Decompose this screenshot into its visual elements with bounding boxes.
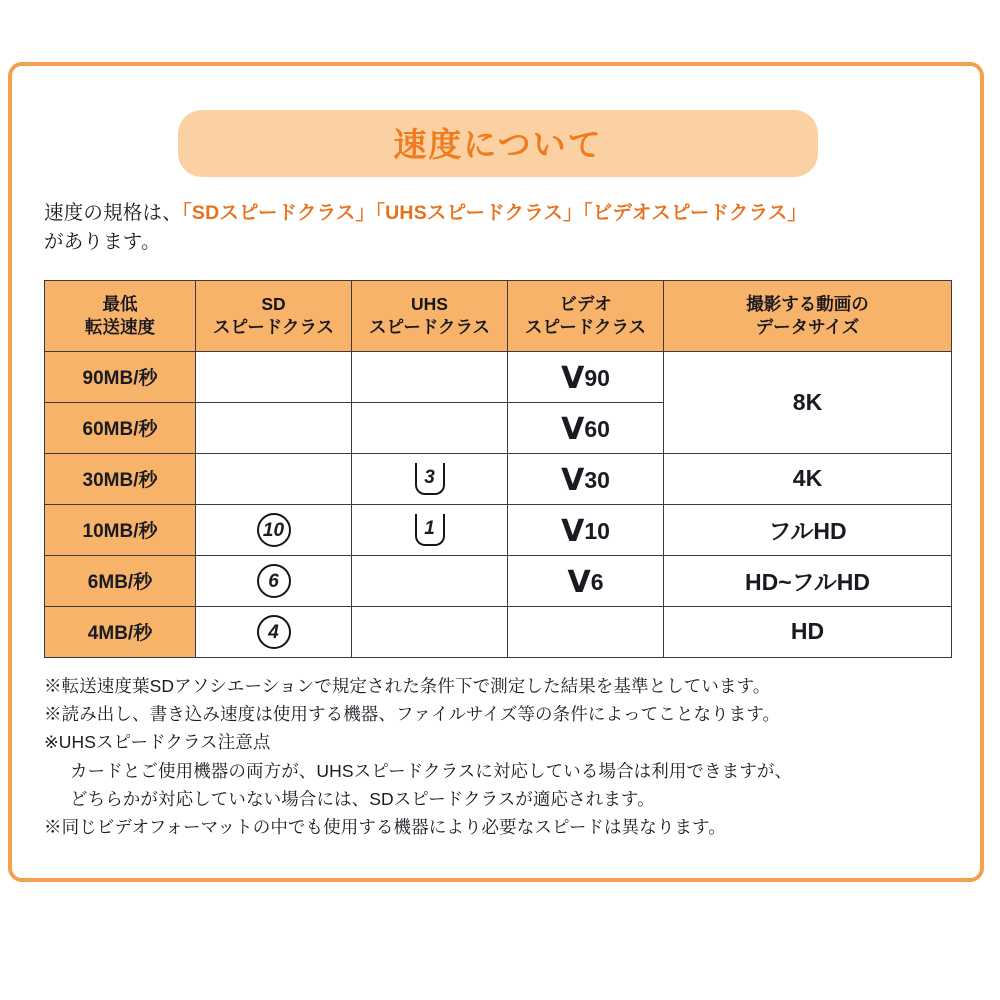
col-header-sd-class-l2: スピードクラス bbox=[213, 316, 334, 337]
col-header-video-class-l1: ビデオ bbox=[559, 293, 612, 314]
video-speed-icon: V90 bbox=[561, 361, 610, 396]
cell-data-size: フルHD bbox=[664, 504, 952, 555]
footnote-3-line-2: どちらかが対応していない場合には、SDスピードクラスが適応されます。 bbox=[70, 788, 655, 809]
cell-data-size: 4K bbox=[664, 453, 952, 504]
page-title bbox=[178, 110, 818, 177]
table-row bbox=[45, 453, 952, 504]
col-header-uhs-class bbox=[352, 280, 508, 351]
cell-video-class bbox=[508, 402, 664, 453]
cell-data-size: HD~フルHD bbox=[664, 555, 952, 606]
cell-sd-class bbox=[196, 351, 352, 402]
uhs-class-icon: 1 bbox=[415, 514, 445, 546]
video-speed-icon: V6 bbox=[567, 565, 604, 600]
cell-uhs-class bbox=[352, 555, 508, 606]
cell-data-size: 8K bbox=[664, 351, 952, 453]
table-row bbox=[45, 606, 952, 657]
cell-uhs-class bbox=[352, 402, 508, 453]
cell-min-speed: 6MB/秒 bbox=[45, 555, 196, 606]
footnotes bbox=[44, 672, 952, 842]
footnote-2: ※読み出し、書き込み速度は使用する機器、ファイルサイズ等の条件によってことなります。 bbox=[44, 703, 781, 724]
lead-emphasis-uhs: 「UHSスピードクラス」 bbox=[375, 202, 583, 224]
sd-class-icon: 4 bbox=[257, 615, 291, 649]
col-header-sd-class bbox=[196, 280, 352, 351]
cell-video-class bbox=[508, 504, 664, 555]
cell-min-speed: 4MB/秒 bbox=[45, 606, 196, 657]
cell-sd-class bbox=[196, 402, 352, 453]
cell-video-class bbox=[508, 555, 664, 606]
table-body bbox=[45, 351, 952, 657]
video-speed-icon: V10 bbox=[561, 514, 610, 549]
lead-text-pre: 速度の規格は、 bbox=[44, 202, 182, 224]
lead-text-post: があります。 bbox=[44, 231, 161, 254]
cell-uhs-class bbox=[352, 606, 508, 657]
cell-uhs-class bbox=[352, 504, 508, 555]
content-inner bbox=[44, 110, 952, 842]
video-speed-icon: V30 bbox=[561, 463, 610, 498]
col-header-min-speed bbox=[45, 280, 196, 351]
cell-sd-class bbox=[196, 504, 352, 555]
col-header-video-class bbox=[508, 280, 664, 351]
cell-data-size: HD bbox=[664, 606, 952, 657]
col-header-video-class-l2: スピードクラス bbox=[525, 316, 646, 337]
lead-emphasis-video: 「ビデオスピードクラス」 bbox=[582, 202, 808, 224]
lead-emphasis-sd: 「SDスピードクラス」 bbox=[181, 202, 376, 224]
col-header-sd-class-l1: SD bbox=[261, 293, 286, 314]
table-header bbox=[45, 280, 952, 351]
cell-min-speed: 60MB/秒 bbox=[45, 402, 196, 453]
uhs-class-icon: 3 bbox=[415, 463, 445, 495]
col-header-uhs-class-l2: スピードクラス bbox=[369, 316, 490, 337]
col-header-uhs-class-l1: UHS bbox=[411, 293, 448, 314]
table-row bbox=[45, 555, 952, 606]
cell-min-speed: 10MB/秒 bbox=[45, 504, 196, 555]
cell-min-speed: 90MB/秒 bbox=[45, 351, 196, 402]
col-header-data-size-l2: データサイズ bbox=[755, 316, 860, 337]
video-speed-icon: V60 bbox=[561, 412, 610, 447]
table-header-row bbox=[45, 280, 952, 351]
table-row bbox=[45, 351, 952, 402]
cell-video-class bbox=[508, 453, 664, 504]
col-header-min-speed-l2: 転送速度 bbox=[85, 316, 155, 337]
table-row bbox=[45, 504, 952, 555]
sd-class-icon: 6 bbox=[257, 564, 291, 598]
cell-min-speed: 30MB/秒 bbox=[45, 453, 196, 504]
content-frame bbox=[8, 62, 984, 882]
footnote-3: ※UHSスピードクラス注意点 bbox=[44, 732, 271, 753]
cell-sd-class bbox=[196, 453, 352, 504]
speed-class-table bbox=[44, 280, 952, 658]
col-header-data-size-l1: 撮影する動画の bbox=[746, 293, 869, 314]
page-title-text: 速度について bbox=[393, 126, 603, 163]
footnote-3-line-1: カードとご使用機器の両方が、UHSスピードクラスに対応している場合は利用できますが、 bbox=[70, 760, 793, 781]
lead-paragraph bbox=[44, 199, 952, 258]
cell-uhs-class bbox=[352, 351, 508, 402]
sd-class-icon: 10 bbox=[257, 513, 291, 547]
cell-video-class bbox=[508, 351, 664, 402]
col-header-data-size bbox=[664, 280, 952, 351]
col-header-min-speed-l1: 最低 bbox=[102, 293, 138, 314]
cell-sd-class bbox=[196, 606, 352, 657]
cell-uhs-class bbox=[352, 453, 508, 504]
cell-video-class bbox=[508, 606, 664, 657]
footnote-1: ※転送速度葉SDアソシエーションで規定された条件下で測定した結果を基準としています。 bbox=[44, 675, 771, 696]
cell-sd-class bbox=[196, 555, 352, 606]
footnote-4: ※同じビデオフォーマットの中でも使用する機器により必要なスピードは異なります。 bbox=[44, 817, 726, 838]
